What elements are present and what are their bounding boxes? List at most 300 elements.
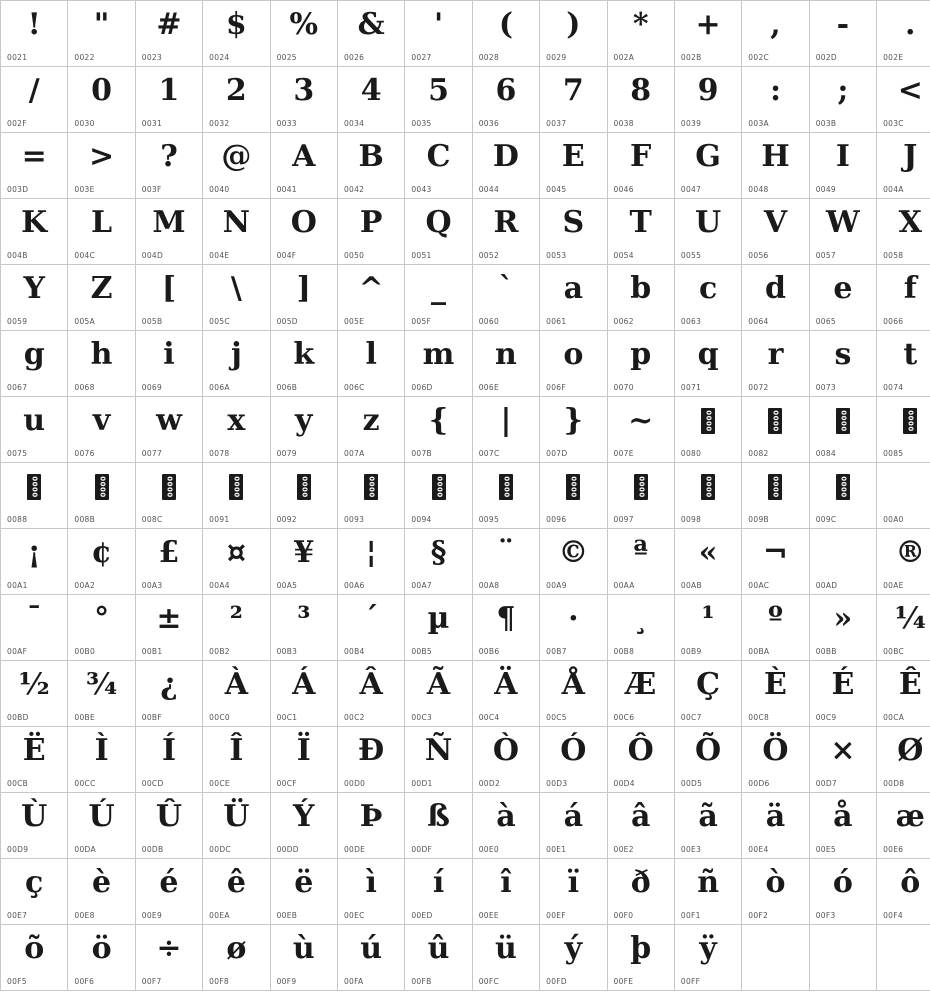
character-cell[interactable] xyxy=(135,133,202,199)
character-cell[interactable] xyxy=(405,133,472,199)
character-cell[interactable] xyxy=(674,925,741,991)
character-cell[interactable] xyxy=(203,397,270,463)
character-cell[interactable] xyxy=(540,331,607,397)
character-cell[interactable] xyxy=(68,661,135,727)
notdef-glyph-icon xyxy=(877,401,930,441)
character-cell[interactable] xyxy=(607,859,674,925)
glyph-codepoint: 00B3 xyxy=(276,647,298,656)
character-cell[interactable] xyxy=(809,595,876,661)
notdef-glyph-icon xyxy=(608,467,674,507)
character-cell[interactable] xyxy=(405,331,472,397)
glyph-codepoint: 004D xyxy=(141,251,164,260)
character-cell[interactable] xyxy=(1,133,68,199)
character-cell[interactable] xyxy=(337,727,404,793)
glyph-codepoint: 00A8 xyxy=(478,581,500,590)
glyph-preview: r xyxy=(767,337,784,372)
character-cell[interactable] xyxy=(135,595,202,661)
character-cell[interactable] xyxy=(68,133,135,199)
character-cell[interactable] xyxy=(674,265,741,331)
character-cell[interactable] xyxy=(270,1,337,67)
character-cell[interactable] xyxy=(674,67,741,133)
glyph-preview: û xyxy=(427,931,450,966)
character-cell[interactable] xyxy=(203,727,270,793)
character-cell[interactable] xyxy=(742,331,809,397)
glyph-preview: ü xyxy=(495,931,517,966)
character-cell[interactable] xyxy=(337,463,404,529)
glyph-codepoint: 006B xyxy=(276,383,298,392)
character-cell[interactable] xyxy=(472,859,539,925)
glyph-preview: © xyxy=(558,535,589,570)
character-cell[interactable] xyxy=(68,1,135,67)
character-cell[interactable] xyxy=(135,529,202,595)
character-cell[interactable] xyxy=(472,199,539,265)
character-cell[interactable] xyxy=(877,1,930,67)
glyph-preview: ; xyxy=(837,73,849,108)
character-cell[interactable] xyxy=(68,331,135,397)
character-cell[interactable] xyxy=(607,199,674,265)
character-cell[interactable] xyxy=(203,463,270,529)
character-cell[interactable] xyxy=(1,595,68,661)
character-cell[interactable] xyxy=(337,661,404,727)
character-cell[interactable] xyxy=(742,265,809,331)
notdef-box xyxy=(836,408,850,434)
character-cell[interactable] xyxy=(337,529,404,595)
character-cell[interactable] xyxy=(337,331,404,397)
character-cell[interactable] xyxy=(203,331,270,397)
glyph-preview: ¯ xyxy=(26,601,42,636)
character-cell[interactable] xyxy=(674,661,741,727)
character-cell[interactable] xyxy=(607,529,674,595)
notdef-label: 0000 xyxy=(906,409,915,432)
glyph-codepoint: 0042 xyxy=(343,185,365,194)
character-cell[interactable] xyxy=(135,925,202,991)
glyph-preview: { xyxy=(428,403,449,438)
glyph-preview: z xyxy=(362,403,380,438)
character-cell[interactable] xyxy=(607,397,674,463)
glyph-preview: à xyxy=(496,799,516,834)
glyph-preview: ã xyxy=(698,799,718,834)
glyph-preview: Ç xyxy=(696,667,721,702)
character-cell[interactable] xyxy=(270,793,337,859)
character-cell[interactable] xyxy=(68,793,135,859)
character-cell[interactable] xyxy=(135,727,202,793)
character-cell[interactable] xyxy=(809,133,876,199)
character-cell[interactable] xyxy=(203,133,270,199)
character-cell[interactable] xyxy=(809,199,876,265)
character-cell[interactable] xyxy=(68,265,135,331)
notdef-box xyxy=(162,474,176,500)
character-cell[interactable] xyxy=(742,529,809,595)
character-cell[interactable] xyxy=(135,397,202,463)
glyph-preview: 8 xyxy=(630,73,652,108)
glyph-preview xyxy=(877,467,930,507)
glyph-preview: X xyxy=(898,205,922,240)
character-cell[interactable] xyxy=(809,265,876,331)
character-cell[interactable] xyxy=(203,859,270,925)
glyph-preview: ç xyxy=(25,865,44,900)
character-cell[interactable] xyxy=(809,397,876,463)
character-cell[interactable] xyxy=(472,1,539,67)
character-cell[interactable] xyxy=(540,199,607,265)
glyph-preview: ] xyxy=(296,271,311,306)
character-cell[interactable] xyxy=(270,859,337,925)
character-cell[interactable] xyxy=(337,925,404,991)
character-cell[interactable] xyxy=(405,529,472,595)
notdef-label: 0000 xyxy=(839,475,848,498)
character-cell[interactable] xyxy=(270,661,337,727)
character-cell[interactable] xyxy=(270,331,337,397)
glyph-codepoint: 0096 xyxy=(546,515,567,524)
character-cell[interactable] xyxy=(405,925,472,991)
character-cell[interactable] xyxy=(607,661,674,727)
character-cell[interactable] xyxy=(540,133,607,199)
glyph-codepoint: 00F9 xyxy=(276,977,297,986)
character-cell[interactable] xyxy=(270,199,337,265)
character-cell[interactable] xyxy=(337,67,404,133)
glyph-codepoint: 007C xyxy=(478,449,500,458)
character-cell[interactable] xyxy=(135,1,202,67)
character-cell[interactable] xyxy=(674,331,741,397)
glyph-preview: i xyxy=(163,337,175,372)
glyph-codepoint: 00C8 xyxy=(748,713,770,722)
notdef-glyph-icon xyxy=(810,401,876,441)
character-cell[interactable] xyxy=(1,859,68,925)
character-cell[interactable] xyxy=(135,265,202,331)
character-cell[interactable] xyxy=(540,727,607,793)
glyph-preview: ÿ xyxy=(699,931,717,966)
glyph-preview: ± xyxy=(156,601,182,636)
character-cell[interactable] xyxy=(742,1,809,67)
character-cell[interactable] xyxy=(742,67,809,133)
glyph-codepoint: 006A xyxy=(209,383,230,392)
character-cell[interactable] xyxy=(405,595,472,661)
character-cell[interactable] xyxy=(540,859,607,925)
character-cell[interactable] xyxy=(540,595,607,661)
character-cell[interactable] xyxy=(68,595,135,661)
glyph-preview: F xyxy=(630,139,652,174)
glyph-preview: C xyxy=(426,139,451,174)
character-cell[interactable] xyxy=(742,793,809,859)
glyph-codepoint: 00E7 xyxy=(7,911,28,920)
glyph-codepoint: 00EC xyxy=(343,911,365,920)
character-cell[interactable] xyxy=(877,67,930,133)
glyph-codepoint: 0029 xyxy=(546,53,567,62)
character-cell[interactable] xyxy=(674,1,741,67)
glyph-codepoint: 00D5 xyxy=(680,779,703,788)
glyph-preview: ø xyxy=(226,931,247,966)
character-cell[interactable] xyxy=(607,925,674,991)
character-cell[interactable] xyxy=(270,529,337,595)
glyph-preview: È xyxy=(764,667,787,702)
character-cell[interactable] xyxy=(877,397,930,463)
character-cell[interactable] xyxy=(203,265,270,331)
character-cell[interactable] xyxy=(742,859,809,925)
character-cell[interactable] xyxy=(203,1,270,67)
character-cell[interactable] xyxy=(742,595,809,661)
glyph-preview: ò xyxy=(765,865,786,900)
character-cell[interactable] xyxy=(877,463,930,529)
character-cell[interactable] xyxy=(405,859,472,925)
glyph-preview: * xyxy=(632,7,649,42)
character-cell[interactable] xyxy=(809,529,876,595)
character-cell[interactable] xyxy=(1,199,68,265)
character-cell[interactable] xyxy=(674,133,741,199)
character-cell[interactable] xyxy=(809,727,876,793)
glyph-codepoint: 006F xyxy=(546,383,566,392)
character-cell[interactable] xyxy=(742,727,809,793)
glyph-preview: Y xyxy=(23,271,45,306)
character-cell[interactable] xyxy=(1,265,68,331)
character-cell[interactable] xyxy=(337,199,404,265)
character-cell[interactable] xyxy=(540,661,607,727)
character-cell[interactable] xyxy=(607,463,674,529)
character-cell[interactable] xyxy=(270,727,337,793)
character-cell[interactable] xyxy=(809,1,876,67)
glyph-codepoint: 0056 xyxy=(748,251,769,260)
glyph-codepoint: 0072 xyxy=(748,383,769,392)
character-cell[interactable] xyxy=(203,595,270,661)
character-cell[interactable] xyxy=(472,463,539,529)
character-cell[interactable] xyxy=(472,661,539,727)
character-cell[interactable] xyxy=(203,925,270,991)
character-cell[interactable] xyxy=(472,925,539,991)
character-cell[interactable] xyxy=(68,925,135,991)
character-cell[interactable] xyxy=(270,265,337,331)
character-cell[interactable] xyxy=(809,859,876,925)
character-cell[interactable] xyxy=(742,397,809,463)
character-cell[interactable] xyxy=(337,265,404,331)
notdef-box xyxy=(701,408,715,434)
glyph-codepoint: 00F5 xyxy=(7,977,27,986)
character-cell[interactable] xyxy=(1,925,68,991)
character-cell[interactable] xyxy=(68,529,135,595)
character-cell[interactable] xyxy=(270,463,337,529)
glyph-codepoint: 00D6 xyxy=(748,779,770,788)
glyph-preview: L xyxy=(91,205,113,240)
character-cell[interactable] xyxy=(674,859,741,925)
character-cell[interactable] xyxy=(607,265,674,331)
character-cell[interactable] xyxy=(1,793,68,859)
character-cell[interactable] xyxy=(674,199,741,265)
glyph-preview: Ë xyxy=(22,733,46,768)
character-cell[interactable] xyxy=(674,595,741,661)
character-cell[interactable] xyxy=(405,199,472,265)
character-cell[interactable] xyxy=(1,1,68,67)
glyph-codepoint: 00D7 xyxy=(815,779,837,788)
character-cell[interactable] xyxy=(540,925,607,991)
character-cell[interactable] xyxy=(472,265,539,331)
character-map-row xyxy=(1,727,930,793)
character-cell[interactable] xyxy=(877,133,930,199)
glyph-preview: y xyxy=(295,403,313,438)
character-cell[interactable] xyxy=(472,67,539,133)
notdef-label: 0000 xyxy=(839,409,848,432)
glyph-preview: | xyxy=(500,403,512,438)
character-cell[interactable] xyxy=(472,595,539,661)
character-cell[interactable] xyxy=(607,1,674,67)
character-cell[interactable] xyxy=(203,661,270,727)
character-cell[interactable] xyxy=(1,529,68,595)
glyph-preview: Ý xyxy=(293,799,315,834)
glyph-codepoint: 007B xyxy=(411,449,433,458)
character-cell[interactable] xyxy=(337,859,404,925)
character-cell[interactable] xyxy=(405,727,472,793)
character-cell[interactable] xyxy=(674,727,741,793)
glyph-preview: w xyxy=(156,403,182,438)
character-cell[interactable] xyxy=(405,67,472,133)
character-cell[interactable] xyxy=(68,199,135,265)
character-cell[interactable] xyxy=(877,793,930,859)
glyph-preview: # xyxy=(156,7,182,42)
character-cell[interactable] xyxy=(203,793,270,859)
character-cell[interactable] xyxy=(135,331,202,397)
character-cell[interactable] xyxy=(877,331,930,397)
character-cell[interactable] xyxy=(1,67,68,133)
notdef-glyph-icon xyxy=(742,467,808,507)
character-cell[interactable] xyxy=(472,397,539,463)
character-cell[interactable] xyxy=(337,595,404,661)
character-cell[interactable] xyxy=(270,595,337,661)
character-cell[interactable] xyxy=(809,661,876,727)
character-cell[interactable] xyxy=(337,397,404,463)
character-cell[interactable] xyxy=(540,1,607,67)
glyph-preview: ! xyxy=(27,7,41,42)
character-cell[interactable] xyxy=(540,463,607,529)
character-cell[interactable] xyxy=(742,661,809,727)
character-cell[interactable] xyxy=(540,397,607,463)
character-cell[interactable] xyxy=(674,793,741,859)
glyph-preview: x xyxy=(227,403,246,438)
character-cell[interactable] xyxy=(405,793,472,859)
character-cell[interactable] xyxy=(68,463,135,529)
character-cell[interactable] xyxy=(540,793,607,859)
character-cell[interactable] xyxy=(742,199,809,265)
character-cell[interactable] xyxy=(68,67,135,133)
glyph-preview: Ö xyxy=(762,733,789,768)
character-cell[interactable] xyxy=(405,265,472,331)
character-cell[interactable] xyxy=(405,661,472,727)
character-cell[interactable] xyxy=(607,67,674,133)
character-cell[interactable] xyxy=(135,463,202,529)
glyph-preview: } xyxy=(563,403,583,438)
character-cell[interactable] xyxy=(472,331,539,397)
character-cell[interactable] xyxy=(68,727,135,793)
character-cell[interactable] xyxy=(472,133,539,199)
character-map-row xyxy=(1,199,930,265)
character-cell[interactable] xyxy=(607,331,674,397)
glyph-preview: ë xyxy=(294,865,314,900)
character-cell[interactable] xyxy=(809,793,876,859)
character-cell[interactable] xyxy=(1,463,68,529)
character-map-row xyxy=(1,67,930,133)
character-cell[interactable] xyxy=(877,265,930,331)
character-cell[interactable] xyxy=(270,397,337,463)
character-cell[interactable] xyxy=(809,67,876,133)
character-cell[interactable] xyxy=(1,727,68,793)
character-cell[interactable] xyxy=(540,529,607,595)
character-cell[interactable] xyxy=(203,199,270,265)
character-cell[interactable] xyxy=(877,199,930,265)
character-cell[interactable] xyxy=(877,859,930,925)
character-cell[interactable] xyxy=(674,463,741,529)
glyph-codepoint: 00E0 xyxy=(478,845,499,854)
character-cell[interactable] xyxy=(405,463,472,529)
character-cell[interactable] xyxy=(607,727,674,793)
glyph-codepoint: 00B9 xyxy=(680,647,702,656)
character-cell[interactable] xyxy=(607,793,674,859)
glyph-codepoint: 00A9 xyxy=(546,581,567,590)
character-cell[interactable] xyxy=(472,529,539,595)
character-cell[interactable] xyxy=(135,67,202,133)
character-cell[interactable] xyxy=(405,1,472,67)
character-cell[interactable] xyxy=(674,397,741,463)
character-cell[interactable] xyxy=(1,331,68,397)
character-cell[interactable] xyxy=(337,1,404,67)
glyph-preview: ó xyxy=(832,865,853,900)
character-cell[interactable] xyxy=(203,67,270,133)
character-cell[interactable] xyxy=(203,529,270,595)
glyph-preview: 6 xyxy=(495,73,517,108)
character-cell[interactable] xyxy=(337,133,404,199)
glyph-preview: Ò xyxy=(492,733,519,768)
glyph-codepoint: 00BA xyxy=(748,647,770,656)
glyph-codepoint: 00D9 xyxy=(7,845,29,854)
character-cell[interactable] xyxy=(135,661,202,727)
glyph-codepoint: 0037 xyxy=(546,119,567,128)
glyph-preview: " xyxy=(93,7,110,42)
glyph-preview: í xyxy=(432,865,445,900)
character-cell[interactable] xyxy=(607,133,674,199)
glyph-codepoint: 00BB xyxy=(815,647,837,656)
character-cell[interactable] xyxy=(877,727,930,793)
character-cell[interactable] xyxy=(877,661,930,727)
character-cell[interactable] xyxy=(607,595,674,661)
character-cell[interactable] xyxy=(135,793,202,859)
character-cell[interactable] xyxy=(742,133,809,199)
glyph-preview: p xyxy=(630,337,652,372)
character-cell[interactable] xyxy=(809,331,876,397)
character-cell[interactable] xyxy=(135,199,202,265)
character-cell[interactable] xyxy=(135,859,202,925)
glyph-preview: Þ xyxy=(359,799,383,834)
character-map-row xyxy=(1,793,930,859)
character-cell[interactable] xyxy=(1,397,68,463)
character-cell[interactable] xyxy=(809,463,876,529)
character-cell[interactable] xyxy=(540,67,607,133)
character-cell[interactable] xyxy=(674,529,741,595)
glyph-codepoint: 008C xyxy=(141,515,163,524)
glyph-preview: ¶ xyxy=(496,601,516,636)
character-cell[interactable] xyxy=(405,397,472,463)
character-cell[interactable] xyxy=(68,397,135,463)
character-cell[interactable] xyxy=(270,67,337,133)
character-cell[interactable] xyxy=(877,529,930,595)
glyph-preview: = xyxy=(21,139,47,174)
character-cell[interactable] xyxy=(1,661,68,727)
character-cell[interactable] xyxy=(540,265,607,331)
character-cell[interactable] xyxy=(270,133,337,199)
glyph-preview: ¹ xyxy=(701,601,715,636)
character-cell[interactable] xyxy=(742,463,809,529)
character-cell[interactable] xyxy=(68,859,135,925)
character-cell[interactable] xyxy=(472,793,539,859)
character-cell[interactable] xyxy=(472,727,539,793)
glyph-codepoint: 00F4 xyxy=(883,911,903,920)
character-cell[interactable] xyxy=(270,925,337,991)
glyph-preview: ³ xyxy=(297,601,311,636)
character-cell[interactable] xyxy=(337,793,404,859)
character-cell[interactable] xyxy=(877,595,930,661)
